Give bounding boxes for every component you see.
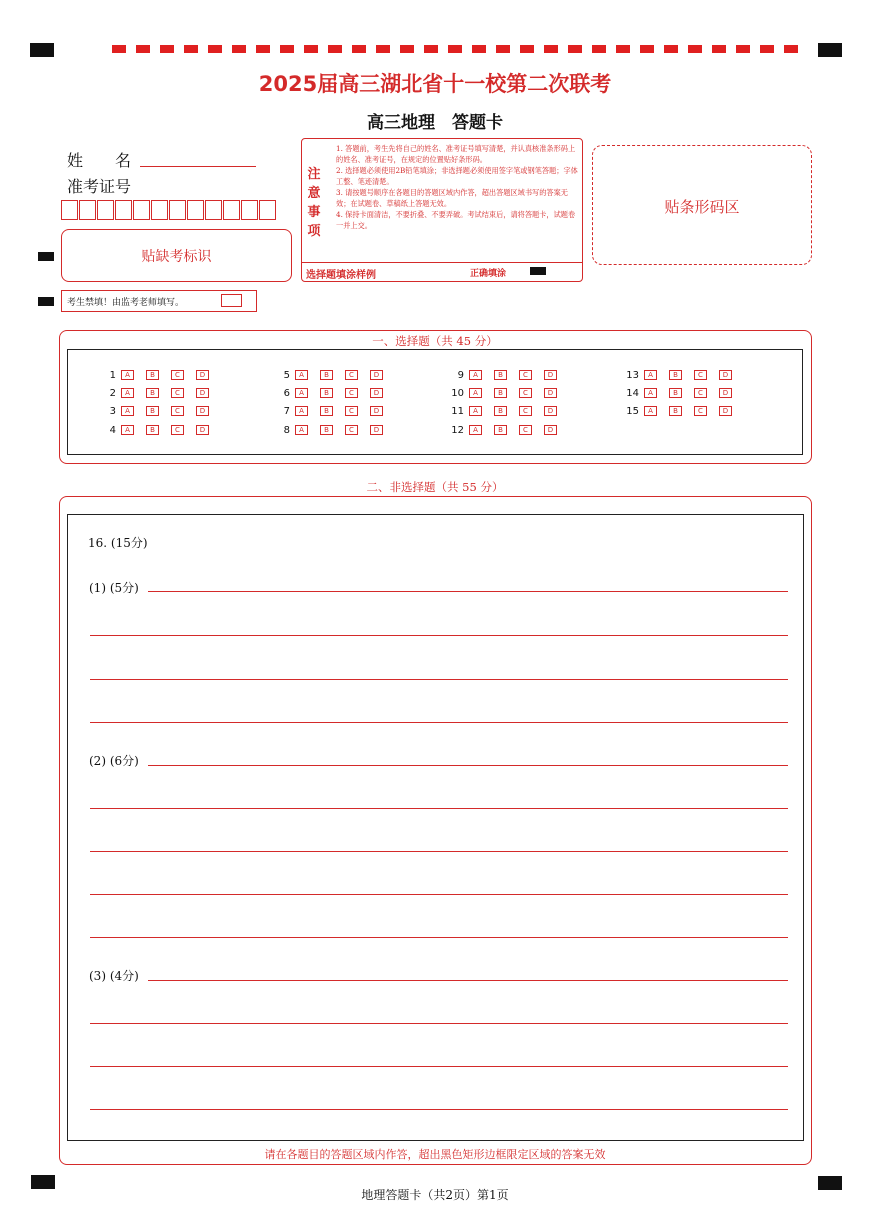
correct-fill-label: 正确填涂 bbox=[470, 269, 507, 279]
proctor-only-box bbox=[61, 290, 257, 312]
mcq-question-number: 1 bbox=[109, 370, 116, 381]
answer-line[interactable] bbox=[148, 765, 788, 766]
mcq-option-b-bubble[interactable]: B bbox=[320, 370, 333, 380]
fill-sample-label: 选择题填涂样例 bbox=[306, 270, 376, 281]
answer-line[interactable] bbox=[90, 1023, 788, 1024]
answer-area-warning: 请在各题目的答题区域内作答，超出黑色矩形边框限定区域的答案无效 bbox=[264, 1148, 606, 1161]
mcq-option-a-bubble[interactable]: A bbox=[121, 370, 134, 380]
name-label: 姓 名 bbox=[67, 151, 132, 170]
mcq-option-d-bubble[interactable]: D bbox=[196, 370, 209, 380]
mcq-option-d-bubble[interactable]: D bbox=[196, 425, 209, 435]
fill-sample-row bbox=[302, 262, 582, 281]
mcq-question-1 bbox=[98, 370, 221, 381]
mcq-option-a-bubble[interactable]: A bbox=[121, 425, 134, 435]
name-input-line[interactable] bbox=[140, 150, 256, 167]
mcq-option-b-bubble[interactable]: B bbox=[320, 388, 333, 398]
mcq-question-15 bbox=[621, 406, 744, 417]
mcq-option-b-bubble[interactable]: B bbox=[669, 370, 682, 380]
answer-line[interactable] bbox=[90, 635, 788, 636]
mcq-option-b-bubble[interactable]: B bbox=[494, 370, 507, 380]
mcq-option-d-bubble[interactable]: D bbox=[719, 406, 732, 416]
question-16-part-2-label: (2) (6分) bbox=[89, 754, 139, 768]
mcq-option-d-bubble[interactable]: D bbox=[544, 425, 557, 435]
mcq-option-b-bubble[interactable]: B bbox=[146, 388, 159, 398]
mcq-question-number: 8 bbox=[283, 425, 290, 436]
answer-line[interactable] bbox=[90, 1066, 788, 1067]
mcq-question-12 bbox=[446, 425, 569, 436]
mcq-option-a-bubble[interactable]: A bbox=[469, 425, 482, 435]
answer-line[interactable] bbox=[148, 980, 788, 981]
mcq-question-number: 3 bbox=[109, 406, 116, 417]
question-16-label: 16. (15分) bbox=[88, 536, 148, 550]
notes-list bbox=[336, 143, 578, 231]
timing-mark bbox=[38, 252, 54, 261]
barcode-area[interactable] bbox=[592, 145, 812, 265]
mcq-option-d-bubble[interactable]: D bbox=[719, 388, 732, 398]
mcq-question-7 bbox=[272, 406, 395, 417]
barcode-label: 贴条形码区 bbox=[664, 198, 740, 216]
mcq-question-number: 14 bbox=[626, 388, 639, 399]
mcq-option-d-bubble[interactable]: D bbox=[544, 388, 557, 398]
sheet-subtitle: 高三地理 答题卡 bbox=[367, 113, 503, 133]
mcq-option-d-bubble[interactable]: D bbox=[544, 406, 557, 416]
mcq-option-c-bubble[interactable]: C bbox=[519, 388, 532, 398]
mcq-question-number: 13 bbox=[626, 370, 639, 381]
free-response-section-title: 二、非选择题（共 55 分） bbox=[366, 480, 504, 494]
proctor-only-note: 考生禁填！由监考老师填写。 bbox=[67, 298, 185, 308]
missing-exam-sticker-box[interactable] bbox=[61, 229, 292, 282]
timing-mark bbox=[38, 297, 54, 306]
mcq-option-b-bubble[interactable]: B bbox=[494, 406, 507, 416]
top-dashed-border bbox=[112, 45, 804, 53]
notes-item: 4. 保持卡面清洁，不要折叠、不要弄破。考试结束后，请将答题卡，试题卷一并上交。 bbox=[336, 210, 576, 230]
mcq-option-c-bubble[interactable]: C bbox=[171, 388, 184, 398]
mcq-section-title: 一、选择题（共 45 分） bbox=[372, 334, 498, 348]
answer-line[interactable] bbox=[90, 851, 788, 852]
mcq-option-c-bubble[interactable]: C bbox=[345, 388, 358, 398]
mcq-grid-frame bbox=[67, 349, 803, 455]
mcq-question-10 bbox=[446, 388, 569, 399]
mcq-option-c-bubble[interactable]: C bbox=[694, 406, 707, 416]
mcq-option-d-bubble[interactable]: D bbox=[370, 370, 383, 380]
answer-frame bbox=[67, 514, 804, 1141]
notes-item: 3. 请按题号顺序在各题目的答题区域内作答，超出答题区域书写的答案无效；在试题卷、草稿纸上答题无效。 bbox=[336, 188, 568, 208]
mcq-option-a-bubble[interactable]: A bbox=[295, 406, 308, 416]
mcq-option-b-bubble[interactable]: B bbox=[494, 388, 507, 398]
question-16-part-3-label: (3) (4分) bbox=[89, 969, 139, 983]
notes-box bbox=[301, 138, 583, 282]
mcq-question-number: 2 bbox=[109, 388, 116, 399]
answer-line[interactable] bbox=[148, 591, 788, 592]
mcq-question-14 bbox=[621, 388, 744, 399]
mcq-option-c-bubble[interactable]: C bbox=[345, 406, 358, 416]
mcq-question-11 bbox=[446, 406, 569, 417]
answer-line[interactable] bbox=[90, 894, 788, 895]
mcq-option-d-bubble[interactable]: D bbox=[196, 388, 209, 398]
mcq-question-number: 11 bbox=[451, 406, 464, 417]
mcq-option-b-bubble[interactable]: B bbox=[320, 425, 333, 435]
mcq-question-number: 9 bbox=[457, 370, 464, 381]
mcq-option-a-bubble[interactable]: A bbox=[644, 406, 657, 416]
alignment-marker-top-right bbox=[818, 43, 842, 57]
mcq-option-a-bubble[interactable]: A bbox=[644, 370, 657, 380]
mcq-option-a-bubble[interactable]: A bbox=[295, 388, 308, 398]
answer-line[interactable] bbox=[90, 937, 788, 938]
mcq-option-b-bubble[interactable]: B bbox=[146, 425, 159, 435]
mcq-option-c-bubble[interactable]: C bbox=[171, 406, 184, 416]
mcq-question-5 bbox=[272, 370, 395, 381]
mcq-question-6 bbox=[272, 388, 395, 399]
mcq-option-d-bubble[interactable]: D bbox=[370, 406, 383, 416]
exam-title: 2025届高三湖北省十一校第二次联考 bbox=[258, 72, 612, 96]
id-label: 准考证号 bbox=[67, 177, 132, 196]
mcq-question-number: 12 bbox=[451, 425, 464, 436]
mcq-option-b-bubble[interactable]: B bbox=[146, 406, 159, 416]
mcq-question-3 bbox=[98, 406, 221, 417]
mcq-question-13 bbox=[621, 370, 744, 381]
mcq-option-a-bubble[interactable]: A bbox=[121, 406, 134, 416]
mcq-option-b-bubble[interactable]: B bbox=[669, 388, 682, 398]
mcq-option-b-bubble[interactable]: B bbox=[494, 425, 507, 435]
mcq-question-number: 7 bbox=[283, 406, 290, 417]
mcq-option-c-bubble[interactable]: C bbox=[345, 370, 358, 380]
proctor-checkbox[interactable] bbox=[221, 294, 242, 307]
answer-line[interactable] bbox=[90, 808, 788, 809]
question-16-part-1-label: (1) (5分) bbox=[89, 581, 139, 595]
mcq-option-a-bubble[interactable]: A bbox=[644, 388, 657, 398]
notes-item: 1. 答题前，考生先将自己的姓名、准考证号填写清楚，并认真核准条形码上的姓名、准考证号，在规定的位置贴好条形码。 bbox=[336, 144, 576, 164]
mcq-question-8 bbox=[272, 425, 395, 436]
mcq-option-a-bubble[interactable]: A bbox=[469, 388, 482, 398]
mcq-question-9 bbox=[446, 370, 569, 381]
mcq-question-number: 10 bbox=[451, 388, 464, 399]
mcq-option-b-bubble[interactable]: B bbox=[146, 370, 159, 380]
mcq-question-number: 6 bbox=[283, 388, 290, 399]
mcq-option-d-bubble[interactable]: D bbox=[196, 406, 209, 416]
mcq-option-d-bubble[interactable]: D bbox=[719, 370, 732, 380]
mcq-option-c-bubble[interactable]: C bbox=[171, 425, 184, 435]
id-number-cells[interactable] bbox=[61, 200, 277, 220]
mcq-option-c-bubble[interactable]: C bbox=[519, 425, 532, 435]
mcq-option-d-bubble[interactable]: D bbox=[370, 388, 383, 398]
mcq-question-number: 5 bbox=[283, 370, 290, 381]
mcq-option-b-bubble[interactable]: B bbox=[669, 406, 682, 416]
mcq-option-c-bubble[interactable]: C bbox=[345, 425, 358, 435]
notes-item: 2. 选择题必须使用2B铅笔填涂；非选择题必须使用签字笔或钢笔答题；字体工整、笔迹清楚。 bbox=[336, 166, 578, 186]
correct-fill-sample bbox=[530, 267, 546, 275]
notes-heading: 注 意 事 项 bbox=[307, 167, 321, 239]
mcq-option-c-bubble[interactable]: C bbox=[519, 370, 532, 380]
mcq-option-c-bubble[interactable]: C bbox=[694, 388, 707, 398]
answer-line[interactable] bbox=[90, 679, 788, 680]
answer-line[interactable] bbox=[90, 722, 788, 723]
mcq-option-b-bubble[interactable]: B bbox=[320, 406, 333, 416]
mcq-option-a-bubble[interactable]: A bbox=[469, 406, 482, 416]
mcq-question-2 bbox=[98, 388, 221, 399]
mcq-option-a-bubble[interactable]: A bbox=[295, 370, 308, 380]
mcq-option-a-bubble[interactable]: A bbox=[295, 425, 308, 435]
mcq-option-d-bubble[interactable]: D bbox=[544, 370, 557, 380]
mcq-question-number: 4 bbox=[109, 425, 116, 436]
mcq-question-4 bbox=[98, 425, 221, 436]
answer-line[interactable] bbox=[90, 1109, 788, 1110]
mcq-option-c-bubble[interactable]: C bbox=[171, 370, 184, 380]
missing-exam-label: 贴缺考标识 bbox=[141, 249, 212, 265]
mcq-option-a-bubble[interactable]: A bbox=[121, 388, 134, 398]
mcq-option-c-bubble[interactable]: C bbox=[519, 406, 532, 416]
mcq-option-d-bubble[interactable]: D bbox=[370, 425, 383, 435]
page-footer: 地理答题卡（共2页）第1页 bbox=[361, 1188, 509, 1202]
mcq-option-c-bubble[interactable]: C bbox=[694, 370, 707, 380]
alignment-marker-top-left bbox=[30, 43, 54, 57]
mcq-option-a-bubble[interactable]: A bbox=[469, 370, 482, 380]
mcq-question-number: 15 bbox=[626, 406, 639, 417]
